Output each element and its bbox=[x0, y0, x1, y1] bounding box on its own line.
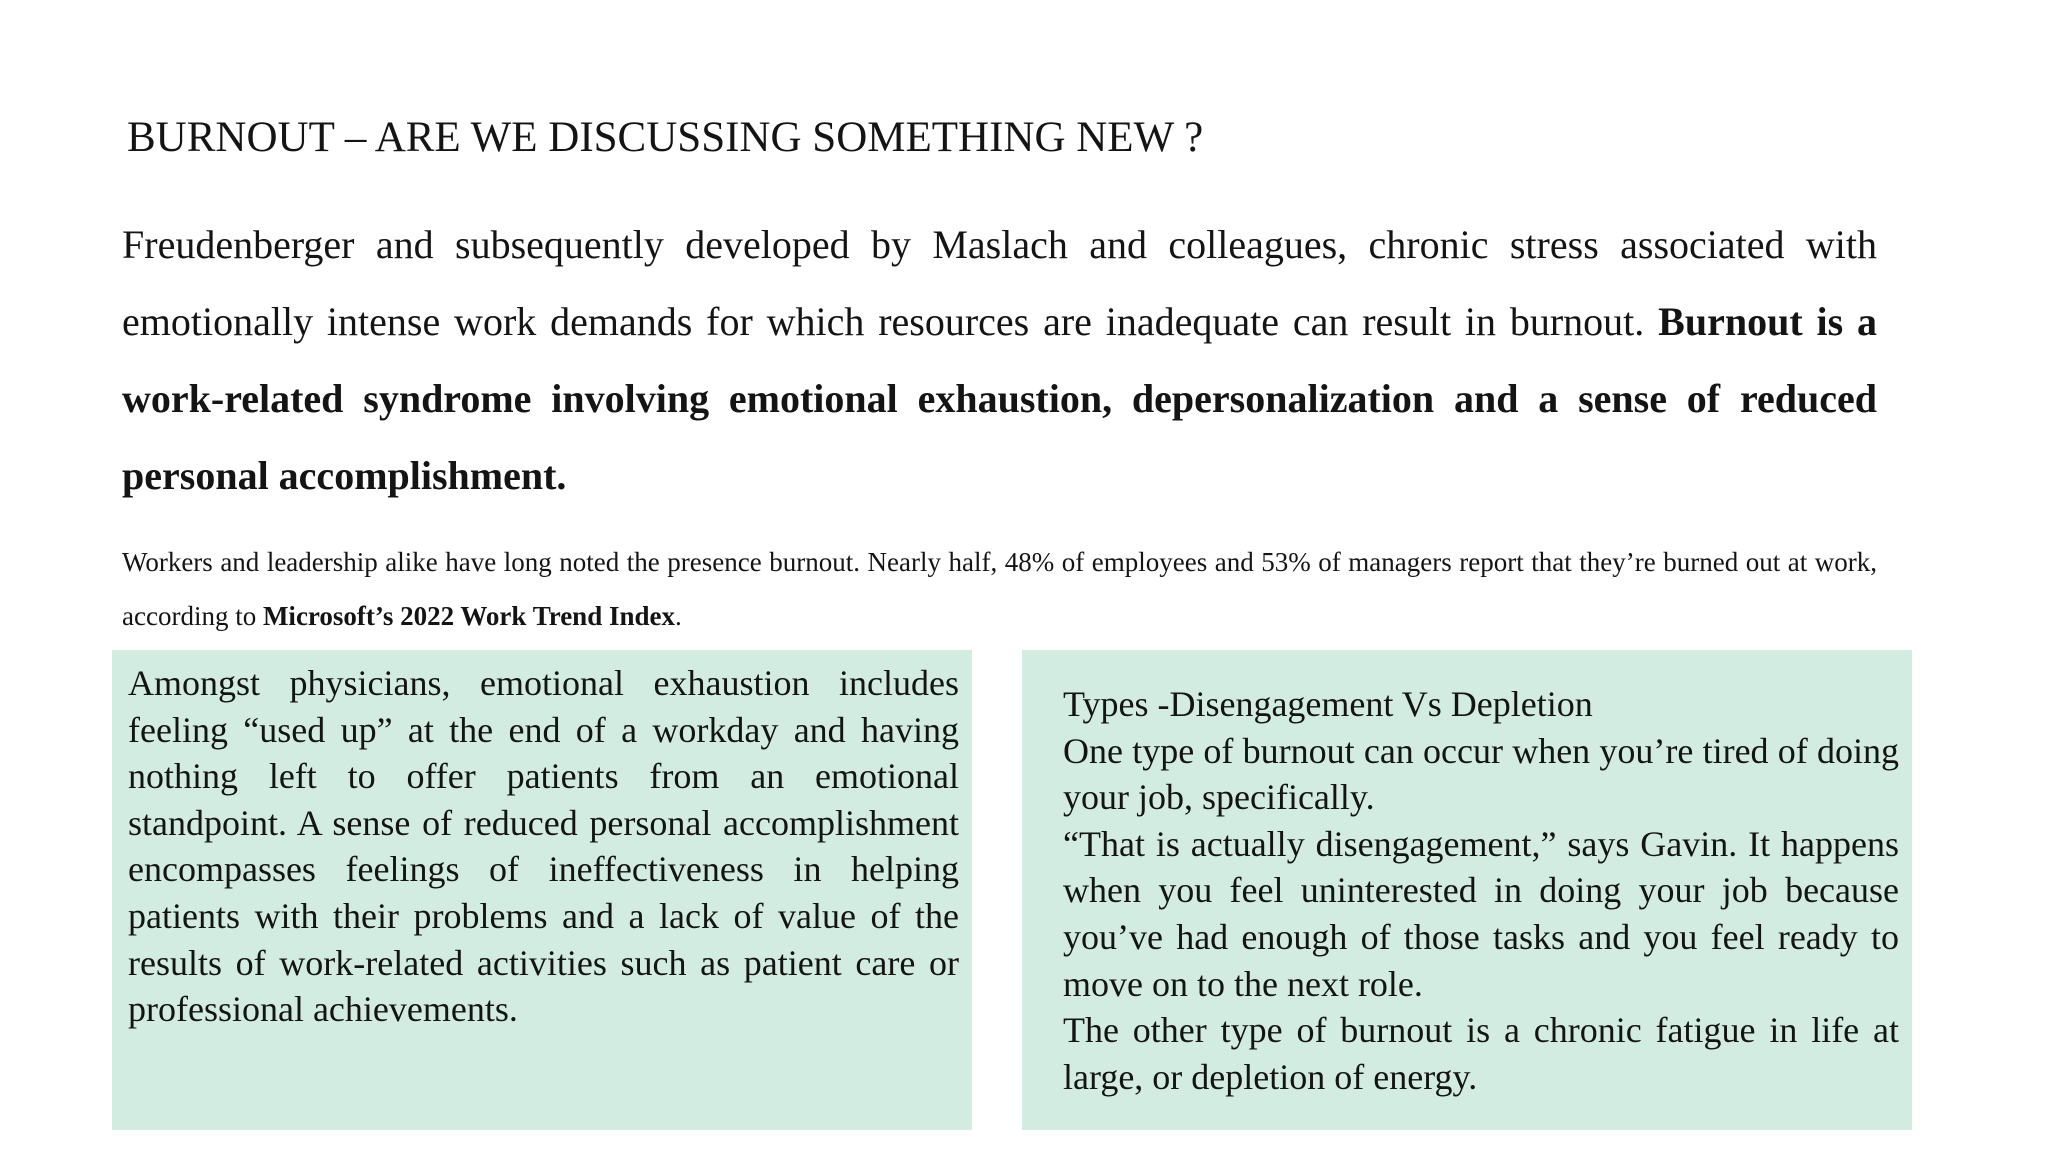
depletion-text: The other type of burnout is a chronic fatigue in life at large, or depletion of energy. bbox=[1063, 1010, 1899, 1097]
burnout-types-heading: Types -Disengagement Vs Depletion bbox=[1063, 684, 1593, 724]
slide-title: BURNOUT – ARE WE DISCUSSING SOMETHING NEW ? bbox=[127, 114, 1204, 161]
intro-text: Freudenberger and subsequently developed by Maslach and colleagues, chronic stress associated with emotionally intense work demands for which resources are inadequate can result in burnout. bbox=[122, 222, 1877, 344]
intro-paragraph bbox=[122, 206, 1877, 514]
disengagement-quote: “That is actually disengagement,” says Gavin. It happens when you feel uninterested in doing your job because you’ve had enough of those tasks and you feel ready to move on to the next role. bbox=[1063, 823, 1899, 1004]
statistics-end: . bbox=[674, 601, 682, 631]
burnout-definition: Burnout is a work-related syndrome involving emotional exhaustion, depersonalization and a sense of reduced personal accomplishment. bbox=[122, 299, 1877, 498]
source-reference: Microsoft’s 2022 Work Trend Index bbox=[262, 601, 675, 631]
burnout-types-content bbox=[1063, 681, 1899, 1100]
statistics-text: Workers and leadership alike have long noted the presence burnout. Nearly half, 48% of employees and 53% of managers report that they’re burned out at work, according to bbox=[122, 547, 1877, 631]
physicians-textbox bbox=[112, 650, 972, 1130]
burnout-types-textbox bbox=[1022, 650, 1912, 1130]
physicians-text: Amongst physicians, emotional exhaustion includes feeling “used up” at the end of a workday and having nothing left to offer patients from an emotional standpoint. A sense of reduced personal accomplishment encompasses feelings of ineffectiveness in helping patients with their problems and a lack of value of the results of work-related activities such as patient care or professional achievements. bbox=[128, 663, 959, 1030]
disengagement-intro: One type of burnout can occur when you’re tired of doing your job, specifically. bbox=[1063, 730, 1899, 818]
statistics-paragraph bbox=[122, 535, 1877, 643]
